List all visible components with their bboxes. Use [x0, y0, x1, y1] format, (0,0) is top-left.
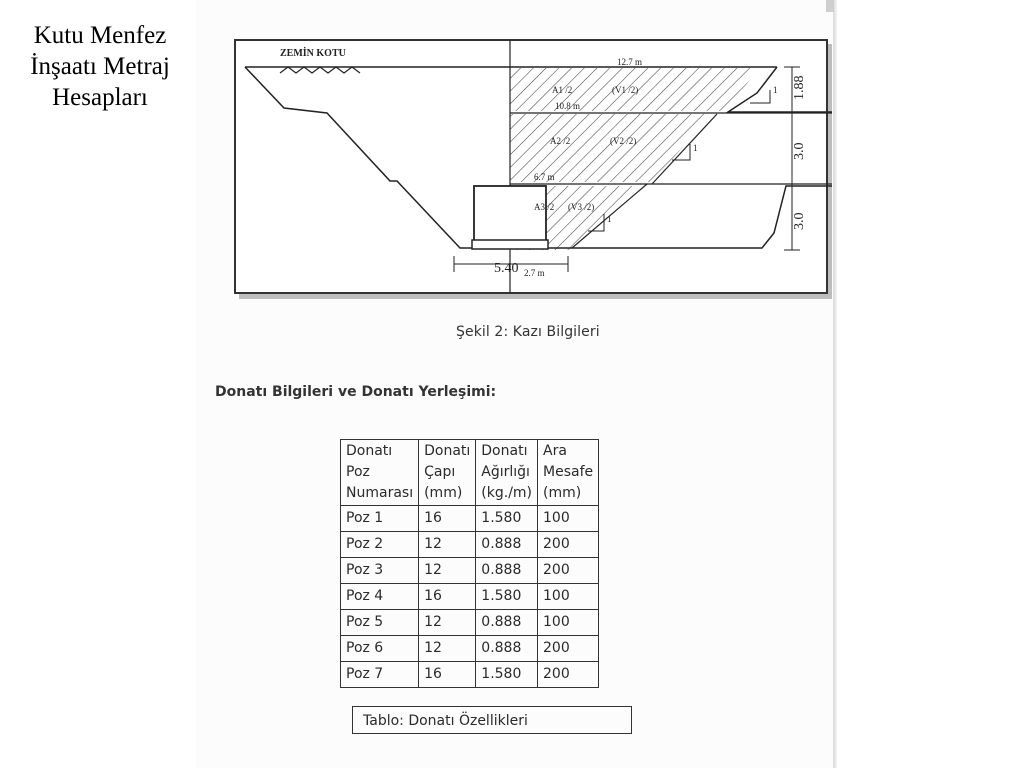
- header-line: Donatı: [481, 443, 528, 459]
- height-label-2: 3.0: [792, 142, 807, 160]
- page-corner-shadow: [826, 0, 834, 12]
- width-label-top: 12.7 m: [617, 57, 643, 67]
- header-line: Mesafe: [543, 464, 594, 480]
- cell-spacing: 100: [538, 506, 599, 532]
- cell-spacing: 200: [538, 636, 599, 662]
- width-label-second: 10.8 m: [555, 101, 581, 111]
- height-label-1: 1.88: [792, 75, 807, 100]
- table-row: [341, 662, 599, 688]
- cell-diameter: 16: [419, 584, 476, 610]
- ground-level-label: ZEMİN KOTU: [280, 48, 346, 59]
- cell-weight: 0.888: [476, 636, 538, 662]
- table-caption: Tablo: Donatı Özellikleri: [352, 706, 632, 734]
- column-header-diameter: [419, 440, 476, 506]
- cell-bar-number: Poz 3: [341, 558, 419, 584]
- slide-title-line: Hesapları: [52, 84, 148, 111]
- header-line: Ara: [543, 443, 567, 459]
- header-line: Poz: [346, 464, 370, 480]
- cell-spacing: 200: [538, 662, 599, 688]
- cell-diameter: 16: [419, 506, 476, 532]
- header-line: Donatı: [424, 443, 471, 459]
- height-label-3: 3.0: [792, 212, 807, 230]
- header-line: Numarası: [346, 485, 414, 501]
- slide-title-line: İnşaatı Metraj: [30, 53, 170, 80]
- zone-2-volume: (V2 /2): [610, 136, 637, 146]
- slope-label-3: 1: [607, 214, 612, 224]
- table-header-row: [341, 440, 599, 506]
- culvert-footing: [472, 240, 548, 249]
- header-line: (mm): [424, 485, 463, 501]
- slope-label-1: 1: [773, 85, 778, 95]
- table-row: [341, 506, 599, 532]
- cell-diameter: 12: [419, 532, 476, 558]
- slope-label-2: 1: [693, 143, 698, 153]
- zone-3-volume: (V3 /2): [568, 202, 595, 212]
- header-line: Çapı: [424, 464, 456, 480]
- culvert-box: [474, 186, 546, 248]
- cell-diameter: 16: [419, 662, 476, 688]
- zone-1-volume: (V1 /2): [612, 85, 639, 95]
- header-line: (mm): [543, 485, 582, 501]
- width-label-third: 6.7 m: [534, 172, 555, 182]
- header-line: (kg./m): [481, 485, 533, 501]
- zone-1-area: A1 /2: [552, 85, 573, 95]
- cell-diameter: 12: [419, 636, 476, 662]
- zone-2-area: A2 /2: [550, 136, 571, 146]
- cell-spacing: 200: [538, 558, 599, 584]
- table-row: [341, 610, 599, 636]
- table-row: [341, 584, 599, 610]
- cell-diameter: 12: [419, 610, 476, 636]
- cell-bar-number: Poz 6: [341, 636, 419, 662]
- cell-weight: 1.580: [476, 662, 538, 688]
- zone-3-area: A3 /2: [534, 202, 555, 212]
- slide-title-line: Kutu Menfez: [33, 22, 167, 49]
- cell-diameter: 12: [419, 558, 476, 584]
- cell-weight: 1.580: [476, 506, 538, 532]
- bottom-width-small-label: 2.7 m: [524, 268, 545, 278]
- header-line: Donatı: [346, 443, 393, 459]
- table-row: [341, 636, 599, 662]
- cell-bar-number: Poz 7: [341, 662, 419, 688]
- column-header-bar-number: [341, 440, 419, 506]
- cell-weight: 0.888: [476, 558, 538, 584]
- cell-spacing: 100: [538, 610, 599, 636]
- figure-caption: Şekil 2: Kazı Bilgileri: [456, 324, 600, 340]
- table-row: [341, 558, 599, 584]
- cell-bar-number: Poz 4: [341, 584, 419, 610]
- slide-title: [0, 20, 200, 113]
- cell-spacing: 100: [538, 584, 599, 610]
- rebar-properties-table: [340, 439, 599, 688]
- header-line: Ağırlığı: [481, 464, 530, 480]
- cell-bar-number: Poz 2: [341, 532, 419, 558]
- cell-spacing: 200: [538, 532, 599, 558]
- cell-weight: 1.580: [476, 584, 538, 610]
- cell-bar-number: Poz 1: [341, 506, 419, 532]
- page-edge-shadow: [833, 0, 837, 768]
- cell-bar-number: Poz 5: [341, 610, 419, 636]
- excavation-diagram: [232, 38, 832, 300]
- cell-weight: 0.888: [476, 532, 538, 558]
- table-row: [341, 532, 599, 558]
- section-heading: Donatı Bilgileri ve Donatı Yerleşimi:: [215, 384, 497, 400]
- column-header-spacing: [538, 440, 599, 506]
- column-header-weight: [476, 440, 538, 506]
- bottom-width-label: 5.40: [494, 261, 519, 276]
- cell-weight: 0.888: [476, 610, 538, 636]
